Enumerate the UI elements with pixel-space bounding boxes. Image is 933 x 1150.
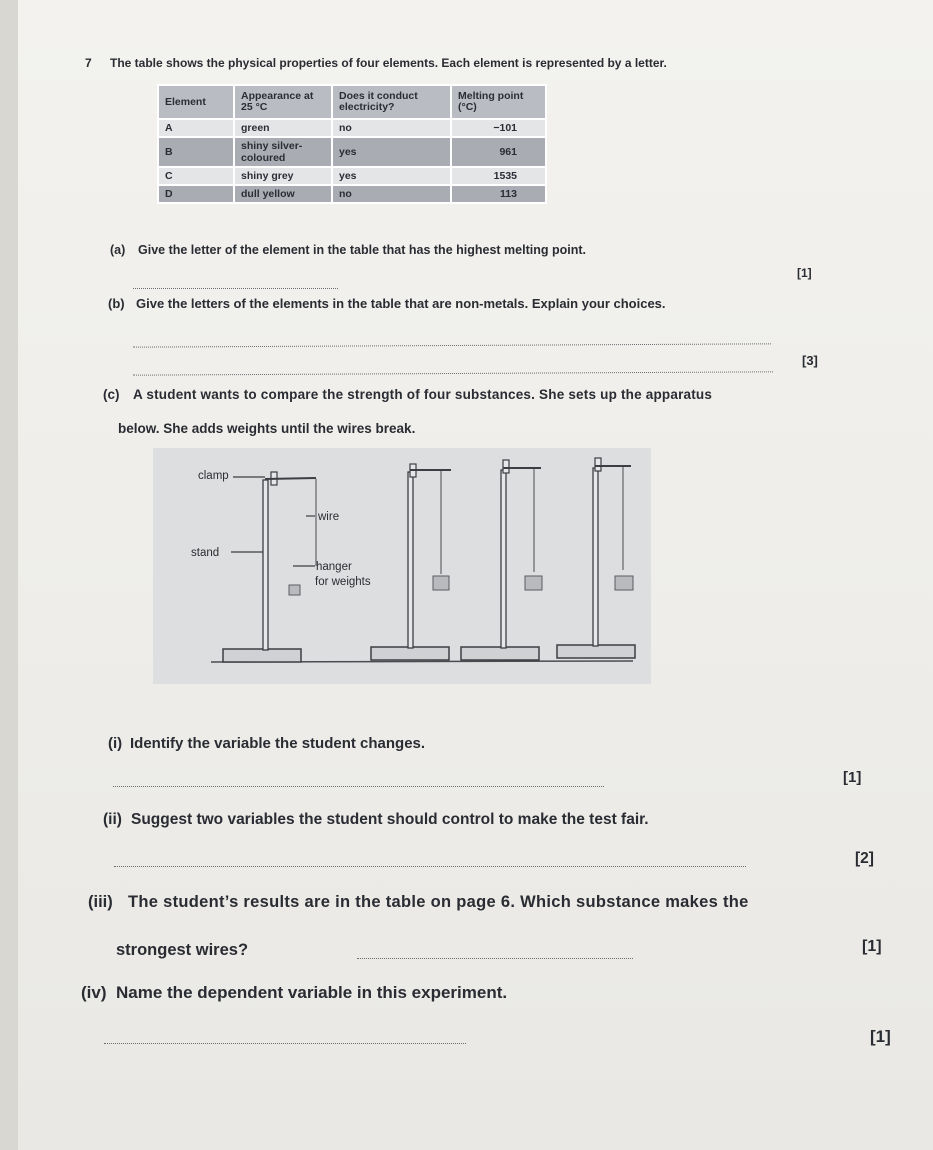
cell-conducts: yes — [332, 137, 451, 167]
hanger-label-line2: for weights — [315, 576, 371, 588]
stand-base — [223, 649, 301, 662]
cell-appearance: dull yellow — [234, 185, 332, 203]
table-row — [158, 137, 546, 167]
cell-element: A — [158, 119, 234, 137]
part-i-label: (i) — [108, 735, 123, 752]
stand-base — [557, 645, 635, 658]
clamp-boss — [503, 460, 509, 473]
part-c-text-line1: A student wants to compare the strength of four substances. She sets up the apparatus — [133, 387, 713, 402]
cell-melting-point: 113 — [451, 185, 546, 203]
wire-label: wire — [318, 511, 340, 523]
apparatus-diagram — [153, 448, 651, 684]
marks-b: [3] — [802, 353, 818, 368]
marks-ii: [2] — [855, 850, 874, 867]
hanger — [289, 585, 300, 595]
question-stem: The table shows the physical properties of four elements. Each element is represented by a letter. — [110, 56, 667, 70]
apparatus-svg — [153, 448, 651, 684]
cell-appearance: shiny grey — [234, 167, 332, 185]
stand-4 — [557, 458, 635, 658]
marks-a: [1] — [797, 266, 812, 280]
cell-melting-point: 961 — [451, 137, 546, 167]
marks-i: [1] — [843, 769, 862, 786]
answer-line-i[interactable] — [113, 786, 604, 787]
part-a-question: Give the letter of the element in the table that has the highest melting point. — [138, 243, 586, 257]
header-conducts: Does it conduct electricity? — [332, 85, 451, 119]
cell-element: D — [158, 185, 234, 203]
question-number: 7 — [85, 56, 92, 70]
hanger — [525, 576, 542, 590]
part-iii-question-line1: The student’s results are in the table on page 6. Which substance makes the — [128, 893, 749, 911]
part-ii-label: (ii) — [103, 811, 122, 828]
part-b-label: (b) — [108, 296, 125, 311]
part-iv-question: Name the dependent variable in this experiment. — [116, 983, 508, 1002]
part-a-label: (a) — [110, 243, 126, 257]
part-iv-label: (iv) — [81, 983, 107, 1002]
part-i-question: Identify the variable the student changes. — [130, 735, 426, 752]
clamp-arm — [265, 478, 316, 479]
stand-3 — [461, 460, 542, 660]
hanger-label: hanger — [316, 561, 352, 573]
stand-rod — [593, 468, 598, 646]
table-row — [158, 167, 546, 185]
header-appearance: Appearance at 25 °C — [234, 85, 332, 119]
stand-1 — [223, 472, 316, 662]
stand-rod — [501, 470, 506, 648]
cell-element: B — [158, 137, 234, 167]
hanger — [433, 576, 449, 590]
stand-rod — [408, 472, 413, 648]
answer-line-ii[interactable] — [114, 866, 746, 867]
stand-label: stand — [191, 547, 220, 559]
cell-conducts: yes — [332, 167, 451, 185]
cell-melting-point: −101 — [451, 119, 546, 137]
cell-melting-point: 1535 — [451, 167, 546, 185]
header-element: Element — [158, 85, 234, 119]
answer-line-iv[interactable] — [104, 1043, 466, 1044]
part-iii-label: (iii) — [88, 893, 113, 911]
table-header-row — [158, 85, 546, 119]
part-ii-question: Suggest two variables the student should control to make the test fair. — [131, 811, 649, 828]
cell-conducts: no — [332, 119, 451, 137]
part-b-question: Give the letters of the elements in the table that are non-metals. Explain your choices. — [136, 296, 666, 311]
cell-element: C — [158, 167, 234, 185]
cell-appearance: green — [234, 119, 332, 137]
part-iii-question-line2: strongest wires? — [116, 941, 249, 959]
marks-iii: [1] — [862, 938, 882, 955]
clamp-boss — [595, 458, 601, 471]
answer-line-iii[interactable] — [357, 958, 633, 959]
header-melting-point: Melting point (°C) — [451, 85, 546, 119]
table-row — [158, 119, 546, 137]
part-c-text-line2: below. She adds weights until the wires break. — [118, 421, 416, 436]
stand-base — [461, 647, 539, 660]
clamp-label: clamp — [198, 470, 229, 482]
properties-table — [157, 84, 547, 204]
marks-iv: [1] — [870, 1027, 891, 1046]
stand-base — [371, 647, 449, 660]
stand-rod — [263, 480, 268, 650]
hanger — [615, 576, 633, 590]
part-c-label: (c) — [103, 387, 120, 402]
stand-2 — [371, 464, 451, 660]
cell-appearance: shiny silver-coloured — [234, 137, 332, 167]
cell-conducts: no — [332, 185, 451, 203]
answer-line-a[interactable] — [133, 288, 338, 289]
table-row — [158, 185, 546, 203]
